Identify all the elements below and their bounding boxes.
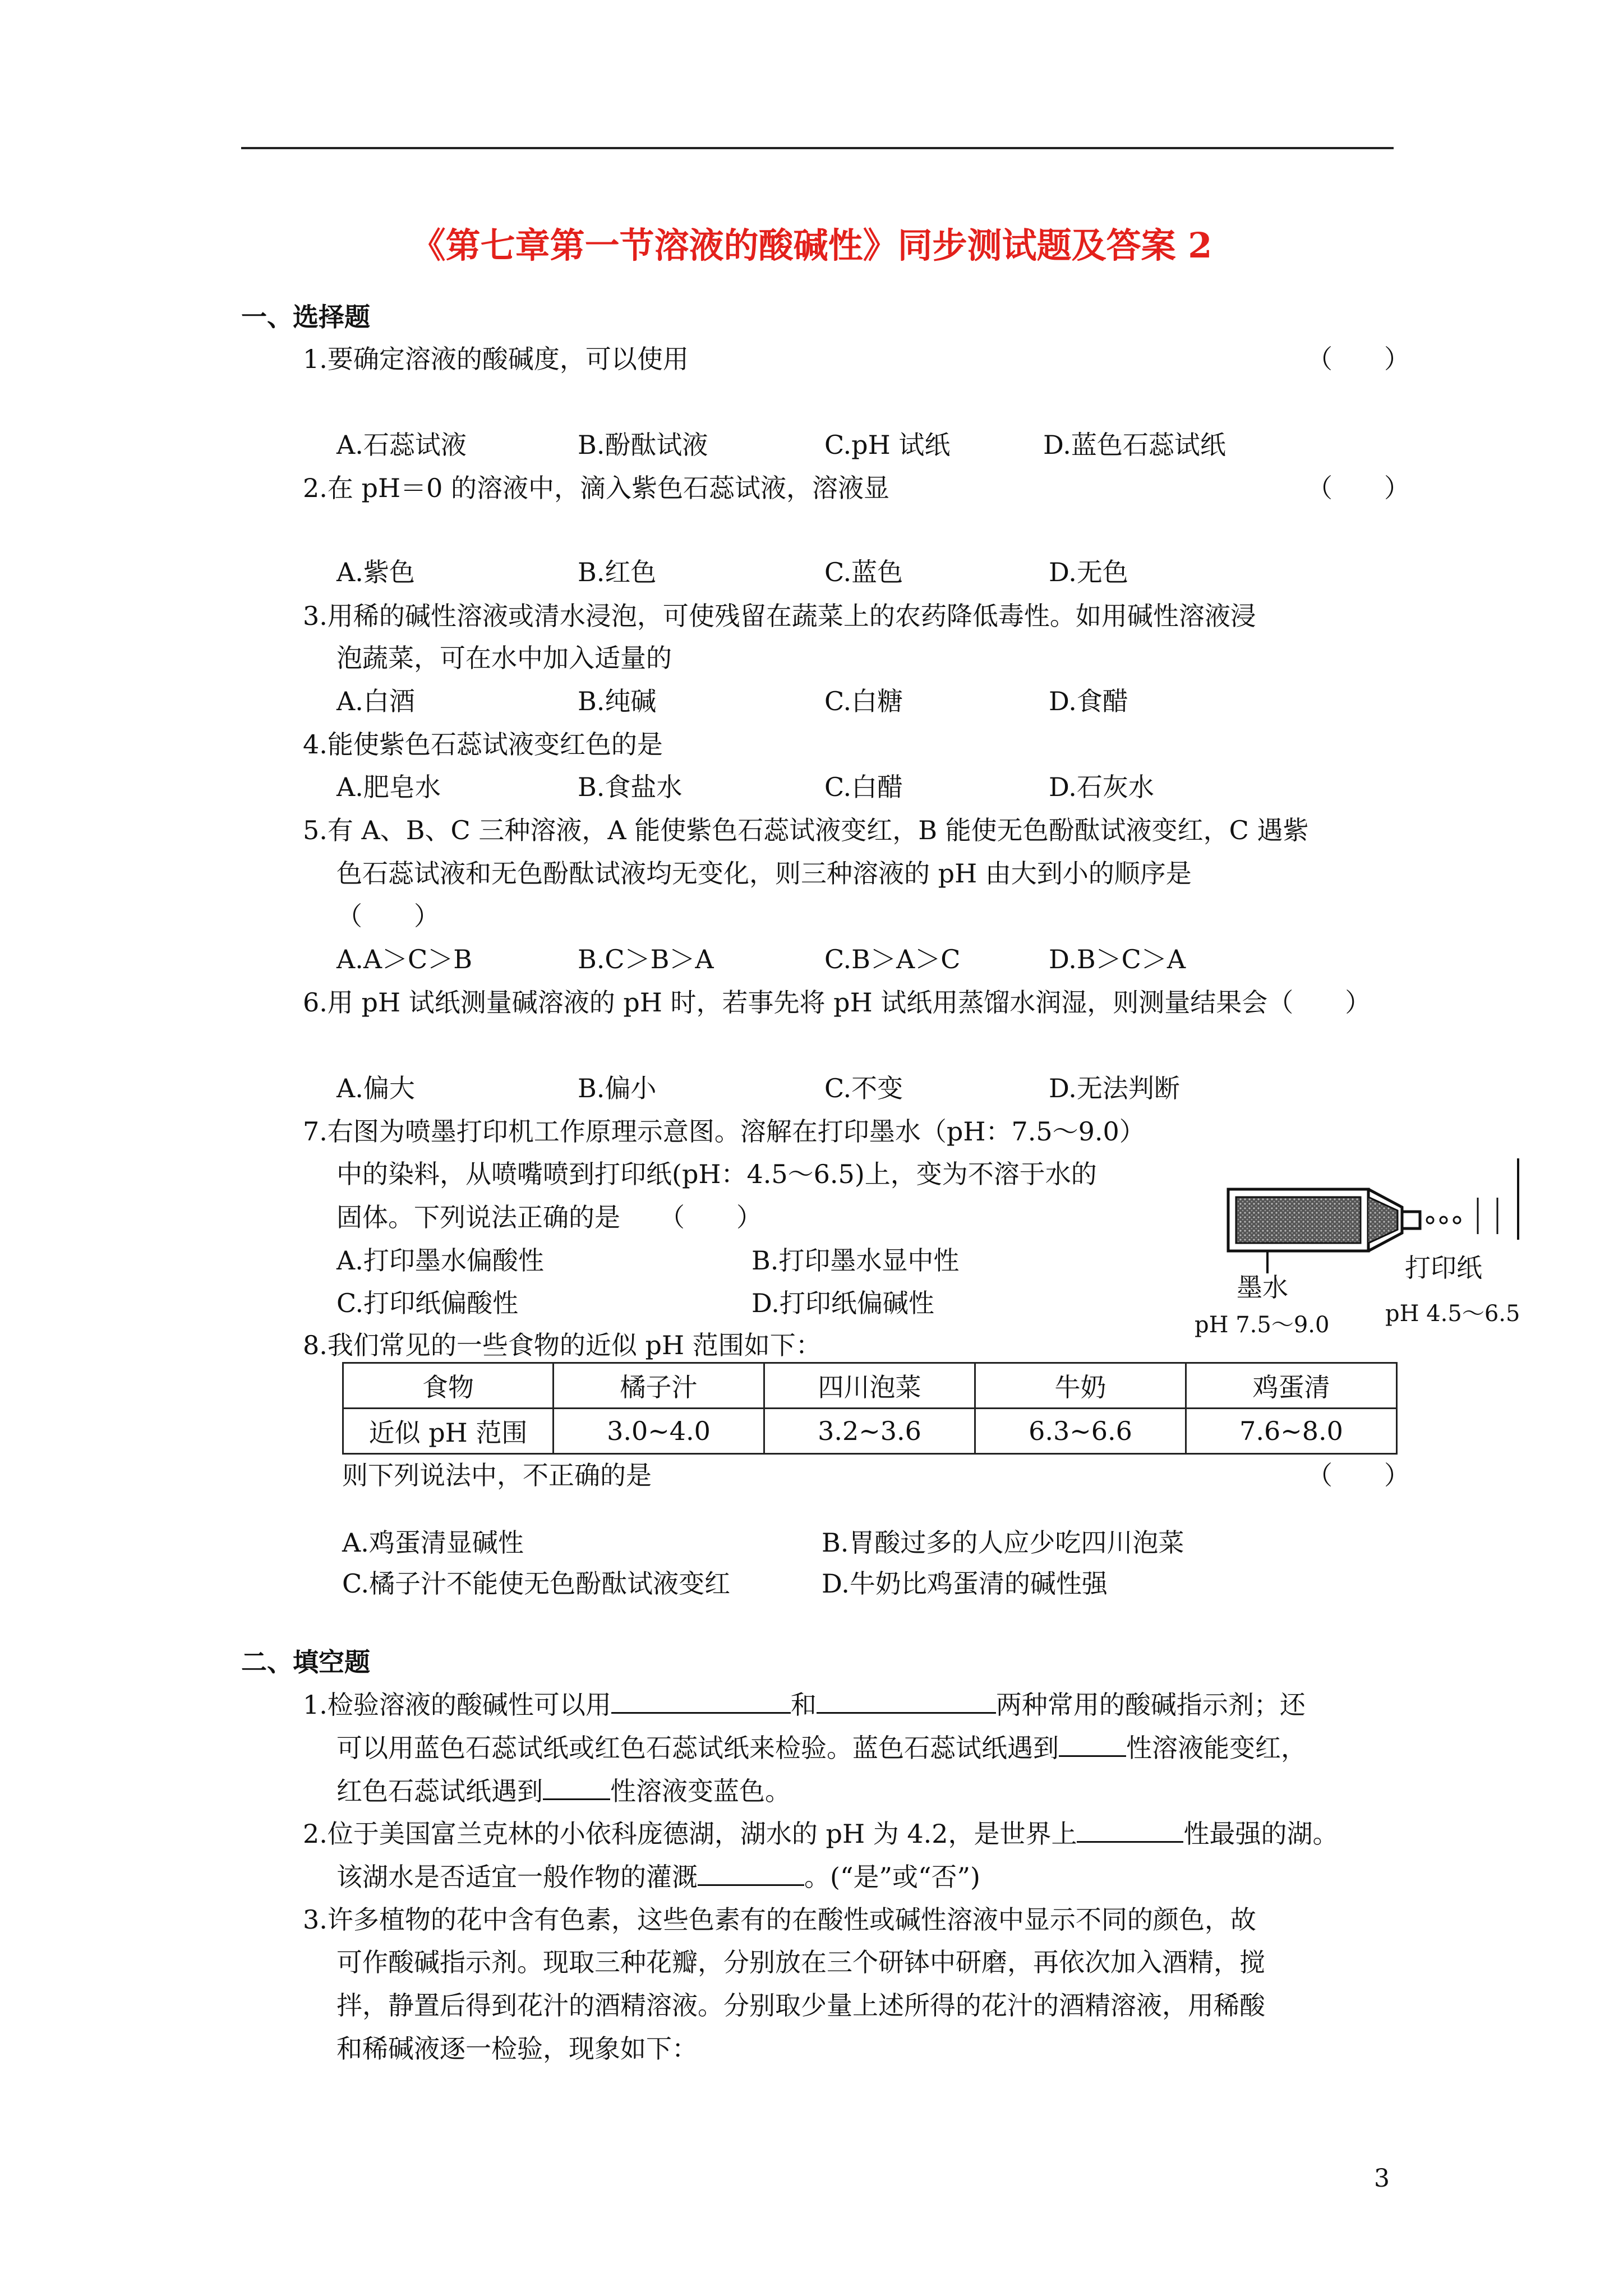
q7-option-c: C.打印纸偏酸性 bbox=[336, 1288, 519, 1318]
header-rule bbox=[241, 147, 1394, 149]
table-header-cell: 牛奶 bbox=[975, 1363, 1186, 1409]
q6-option-b: B.偏小 bbox=[578, 1073, 657, 1103]
answer-blank[interactable] bbox=[543, 1774, 610, 1800]
q6-option-a: A.偏大 bbox=[336, 1073, 415, 1103]
answer-blank[interactable] bbox=[611, 1687, 791, 1714]
q8-option-d: D.牛奶比鸡蛋清的碱性强 bbox=[822, 1568, 1108, 1599]
answer-blank[interactable] bbox=[817, 1687, 996, 1714]
q5-option-c: C.B＞A＞C bbox=[824, 944, 961, 974]
q4-option-b: B.食盐水 bbox=[578, 772, 683, 802]
page-title: 《第七章第一节溶液的酸碱性》同步测试题及答案 2 bbox=[411, 225, 1212, 266]
q5-option-b: B.C＞B＞A bbox=[578, 944, 714, 974]
q7-line3: 固体。下列说法正确的是 （ ） bbox=[336, 1202, 762, 1232]
q3-option-c: C.白糖 bbox=[824, 686, 903, 716]
f1-text: 和 bbox=[790, 1690, 817, 1720]
table-header-cell: 橘子汁 bbox=[554, 1363, 764, 1409]
answer-blank[interactable] bbox=[1077, 1816, 1183, 1843]
q5-option-a: A.A＞C＞B bbox=[336, 944, 473, 974]
q5-line1: 5.有 A、B、C 三种溶液，A 能使紫色石蕊试液变红，B 能使无色酚酞试液变红，C 遇紫 bbox=[303, 815, 1309, 845]
q8-stem: 8.我们常见的一些食物的近似 pH 范围如下： bbox=[303, 1330, 822, 1360]
table-header-cell: 食物 bbox=[343, 1363, 554, 1409]
section-heading-choice: 一、选择题 bbox=[241, 302, 370, 332]
f1-line2 bbox=[336, 1731, 1307, 1765]
table-cell: 6.3~6.6 bbox=[975, 1409, 1186, 1454]
q1-option-d: D.蓝色石蕊试纸 bbox=[1043, 430, 1226, 460]
table-header-cell: 鸡蛋清 bbox=[1186, 1363, 1397, 1409]
q2-option-a: A.紫色 bbox=[336, 557, 415, 587]
f2-text: 该湖水是否适宜一般作物的灌溉 bbox=[336, 1862, 698, 1892]
q7-option-b: B.打印墨水显中性 bbox=[751, 1245, 960, 1276]
q1-paren: （ ） bbox=[1307, 344, 1410, 374]
q4-option-c: C.白醋 bbox=[824, 772, 903, 802]
q7-line2: 中的染料，从喷嘴喷到打印纸(pH：4.5～6.5)上，变为不溶于水的 bbox=[336, 1159, 1097, 1189]
q4-option-a: A.肥皂水 bbox=[336, 772, 441, 802]
q1-option-c: C.pH 试纸 bbox=[824, 430, 951, 460]
f2-line2 bbox=[336, 1860, 980, 1894]
q2-paren: （ ） bbox=[1307, 473, 1410, 503]
table-cell: 近似 pH 范围 bbox=[343, 1409, 554, 1454]
q2-stem: 2.在 pH＝0 的溶液中，滴入紫色石蕊试液，溶液显 bbox=[303, 473, 889, 503]
q8-option-a: A.鸡蛋清显碱性 bbox=[342, 1527, 524, 1558]
q3-line2: 泡蔬菜，可在水中加入适量的 bbox=[336, 643, 672, 673]
f3-line3: 拌，静置后得到花汁的酒精溶液。分别取少量上述所得的花汁的酒精溶液，用稀酸 bbox=[336, 1990, 1265, 2021]
q7-option-a: A.打印墨水偏酸性 bbox=[336, 1245, 544, 1276]
q6-stem: 6.用 pH 试纸测量碱溶液的 pH 时，若事先将 pH 试纸用蒸馏水润湿，则测量结果会（ ） bbox=[303, 987, 1371, 1018]
f2-line1 bbox=[303, 1816, 1338, 1851]
q2-option-b: B.红色 bbox=[578, 557, 657, 587]
q8-paren: （ ） bbox=[1307, 1460, 1410, 1490]
q4-stem: 4.能使紫色石蕊试液变红色的是 bbox=[303, 729, 663, 760]
food-ph-table bbox=[342, 1362, 1398, 1455]
f1-text: 可以用蓝色石蕊试纸或红色石蕊试纸来检验。蓝色石蕊试纸遇到 bbox=[336, 1733, 1059, 1763]
paper-lines bbox=[1478, 1158, 1518, 1240]
answer-blank[interactable] bbox=[698, 1860, 804, 1886]
table-cell: 3.0~4.0 bbox=[554, 1409, 764, 1454]
q3-option-b: B.纯碱 bbox=[578, 686, 657, 716]
f2-text: 。(“是”或“否”) bbox=[804, 1862, 980, 1892]
f2-text: 性最强的湖。 bbox=[1183, 1819, 1339, 1849]
q6-option-d: D.无法判断 bbox=[1049, 1073, 1180, 1103]
q3-line1: 3.用稀的碱性溶液或清水浸泡，可使残留在蔬菜上的农药降低毒性。如用碱性溶液浸 bbox=[303, 601, 1256, 631]
ink-label: 墨水 bbox=[1237, 1272, 1288, 1303]
f3-line2: 可作酸碱指示剂。现取三种花瓣，分别放在三个研钵中研磨，再依次加入酒精，搅 bbox=[336, 1947, 1265, 1977]
f1-text: 性溶液变蓝色。 bbox=[610, 1776, 791, 1806]
f1-text: 性溶液能变红， bbox=[1126, 1733, 1307, 1763]
table-row bbox=[343, 1409, 1397, 1454]
q2-option-d: D.无色 bbox=[1049, 557, 1128, 587]
q1-stem: 1.要确定溶液的酸碱度，可以使用 bbox=[303, 344, 689, 374]
q2-option-c: C.蓝色 bbox=[824, 557, 903, 587]
paper-label: 打印纸 bbox=[1405, 1253, 1482, 1283]
q7-option-d: D.打印纸偏碱性 bbox=[751, 1288, 934, 1318]
paper-ph-label: pH 4.5～6.5 bbox=[1385, 1301, 1520, 1327]
section-heading-fill: 二、填空题 bbox=[241, 1647, 370, 1677]
q1-option-b: B.酚酞试液 bbox=[578, 430, 708, 460]
f1-text: 两种常用的酸碱指示剂；还 bbox=[995, 1690, 1306, 1720]
table-cell: 3.2~3.6 bbox=[764, 1409, 975, 1454]
q5-line2: 色石蕊试液和无色酚酞试液均无变化，则三种溶液的 pH 由大到小的顺序是 bbox=[336, 858, 1192, 889]
f1-text: 1.检验溶液的酸碱性可以用 bbox=[303, 1690, 611, 1720]
f1-line3 bbox=[336, 1774, 791, 1808]
table-cell: 7.6~8.0 bbox=[1186, 1409, 1397, 1454]
q3-option-d: D.食醋 bbox=[1049, 686, 1128, 716]
ink-cartridge bbox=[1228, 1189, 1420, 1251]
table-header-cell: 四川泡菜 bbox=[764, 1363, 975, 1409]
ink-drops bbox=[1427, 1217, 1460, 1223]
answer-blank[interactable] bbox=[1059, 1731, 1126, 1757]
q5-option-d: D.B＞C＞A bbox=[1049, 944, 1186, 974]
ink-ph-label: pH 7.5～9.0 bbox=[1195, 1312, 1330, 1338]
f3-line4: 和稀碱液逐一检验，现象如下： bbox=[336, 2033, 698, 2064]
f1-text: 红色石蕊试纸遇到 bbox=[336, 1776, 543, 1806]
q7-line1: 7.右图为喷墨打印机工作原理示意图。溶解在打印墨水（pH：7.5～9.0） bbox=[303, 1116, 1145, 1147]
f1-line1 bbox=[303, 1687, 1306, 1722]
q8-option-c: C.橘子汁不能使无色酚酞试液变红 bbox=[342, 1568, 731, 1599]
f3-line1: 3.许多植物的花中含有色素，这些色素有的在酸性或碱性溶液中显示不同的颜色，故 bbox=[303, 1904, 1256, 1935]
page-number: 3 bbox=[1374, 2164, 1390, 2193]
table-header-row bbox=[343, 1363, 1397, 1409]
q8-after: 则下列说法中，不正确的是 bbox=[342, 1460, 652, 1490]
f2-text: 2.位于美国富兰克林的小依科庞德湖，湖水的 pH 为 4.2，是世界上 bbox=[303, 1819, 1077, 1849]
q4-option-d: D.石灰水 bbox=[1049, 772, 1154, 802]
q8-option-b: B.胃酸过多的人应少吃四川泡菜 bbox=[822, 1527, 1184, 1558]
q3-option-a: A.白酒 bbox=[336, 686, 415, 716]
q5-line3: （ ） bbox=[336, 901, 440, 931]
q1-option-a: A.石蕊试液 bbox=[336, 430, 467, 460]
q6-option-c: C.不变 bbox=[824, 1073, 903, 1103]
inkjet-printer-figure bbox=[1195, 1144, 1531, 1338]
